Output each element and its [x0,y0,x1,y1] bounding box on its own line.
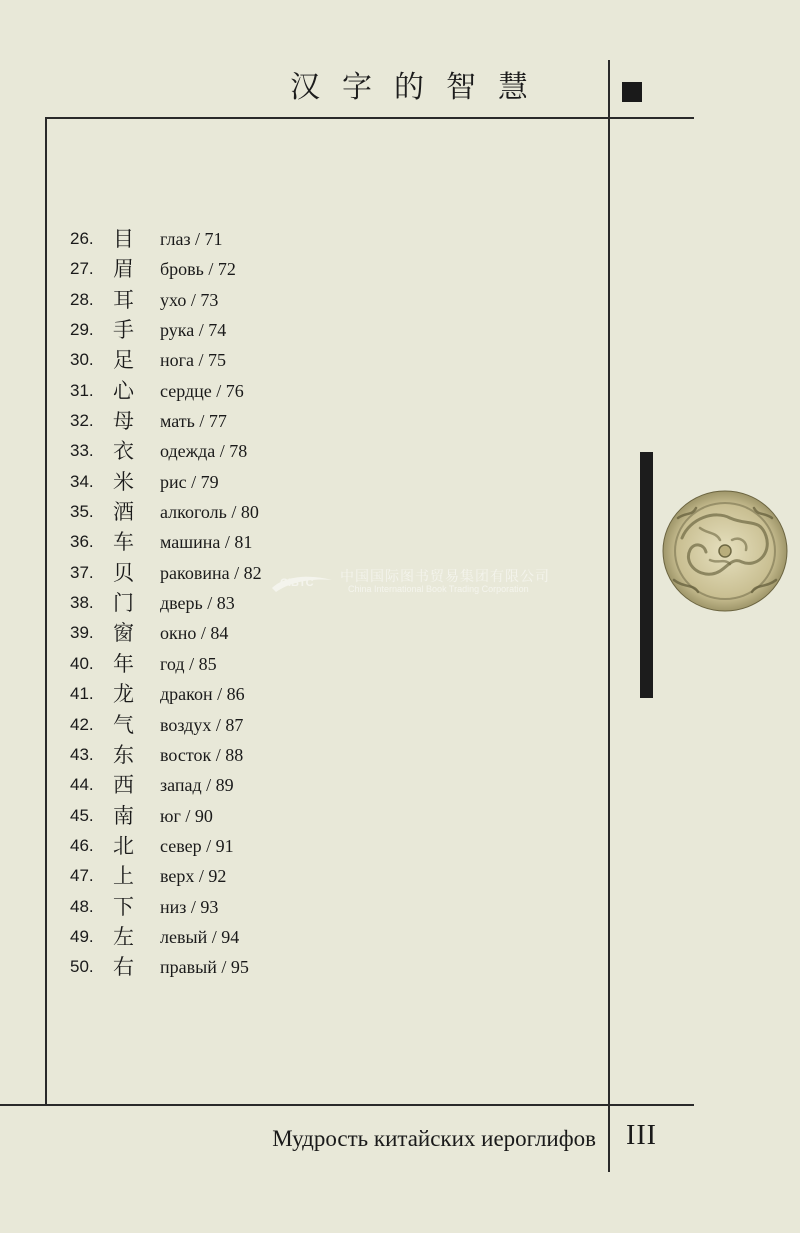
toc-entry-number: 41. [70,684,94,704]
toc-entry [70,770,590,800]
book-title-footer: Мудрость китайских иероглифов [272,1126,596,1151]
toc-entry-number: 31. [70,380,94,400]
toc-entry-character: 耳 [113,287,134,312]
black-square-icon [622,82,642,102]
header-rule [46,117,694,119]
toc-entry [70,315,590,345]
toc-entry-word: дверь / 83 [160,593,235,614]
toc-entry-character: 龙 [113,682,134,707]
toc-entry [70,892,590,922]
toc-entry [70,618,590,648]
toc-entry-character: 酒 [113,500,134,525]
publisher-watermark [270,566,560,606]
toc-entry-word: одежда / 78 [160,441,248,462]
toc-entry-character: 母 [113,409,134,434]
toc-entry-character: 年 [113,651,134,676]
toc-entry [70,710,590,740]
toc-entry-character: 左 [113,924,134,949]
toc-entry-word: рука / 74 [160,320,227,341]
toc-entry [70,952,590,982]
toc-entry-word: алкоголь / 80 [160,502,259,523]
publisher-logo-icon [270,568,334,596]
toc-entry-number: 44. [70,775,94,795]
toc-entry-word: машина / 81 [160,532,253,553]
toc-entry-number: 26. [70,229,94,248]
toc-entry-number: 43. [70,744,94,764]
toc-entry-character: 南 [113,803,134,828]
toc-entry-number: 40. [70,653,94,673]
toc-entry-character: 门 [113,591,134,616]
toc-entry-number: 28. [70,289,94,309]
toc-entry-character: 心 [113,378,134,403]
toc-entry [70,224,590,254]
page-header-title: 汉字的智慧 [290,70,550,105]
toc-entry-character: 目 [113,227,134,251]
toc-entry [70,436,590,466]
toc-entry [70,467,590,497]
frame-left-rule [45,117,47,1105]
toc-entry-word: мать / 77 [160,411,227,432]
frame-right-rule [608,60,610,1172]
toc-entry-character: 右 [113,955,134,980]
toc-entry [70,376,590,406]
toc-entry-character: 北 [113,833,134,858]
toc-entry-word: север / 91 [160,835,234,856]
toc-entry-number: 49. [70,926,94,946]
toc-entry-character: 窗 [113,621,134,646]
toc-entry-number: 47. [70,866,94,886]
toc-entry-word: ухо / 73 [160,289,219,310]
toc-entry-number: 37. [70,562,94,582]
toc-entry [70,527,590,557]
toc-entry [70,861,590,891]
toc-entry-word: глаз / 71 [160,229,223,249]
toc-entry-number: 35. [70,502,94,522]
toc-entry-number: 38. [70,593,94,613]
watermark-english-name: China International Book Trading Corporation [348,584,529,594]
toc-entry [70,254,590,284]
decorative-side-bar [640,452,653,698]
toc-entry-word: запад / 89 [160,775,234,796]
toc-entry-character: 西 [113,773,134,798]
toc-entry-word: правый / 95 [160,957,249,978]
toc-entry-word: сердце / 76 [160,380,244,401]
toc-entry-number: 29. [70,320,94,340]
toc-entry-character: 米 [113,469,134,494]
toc-entry [70,649,590,679]
toc-entry-number: 39. [70,623,94,643]
toc-entry [70,497,590,527]
toc-entry-word: рис / 79 [160,471,219,492]
toc-entry [70,345,590,375]
footer-rule [0,1104,694,1106]
toc-entry [70,679,590,709]
toc-entry-character: 衣 [113,439,134,464]
toc-entry-character: 手 [113,318,134,343]
toc-entry [70,406,590,436]
toc-entry [70,922,590,952]
toc-entry-number: 27. [70,259,94,279]
toc-entry-character: 车 [113,530,134,555]
toc-entry-word: юг / 90 [160,805,213,826]
toc-entry-character: 东 [113,742,134,767]
toc-entry-number: 46. [70,835,94,855]
toc-entry [70,285,590,315]
toc-entry-word: левый / 94 [160,926,240,947]
toc-entry-character: 下 [113,894,134,919]
toc-entry-character: 贝 [113,560,134,585]
toc-entry-character: 眉 [113,257,134,282]
toc-entry-word: низ / 93 [160,896,219,917]
toc-entry-word: верх / 92 [160,866,227,887]
toc-entry-word: восток / 88 [160,744,244,765]
toc-entry [70,740,590,770]
toc-entry-number: 45. [70,805,94,825]
toc-entry-word: год / 85 [160,653,217,674]
toc-entry-character: 上 [113,864,134,889]
toc-entry-word: окно / 84 [160,623,229,644]
toc-entry-number: 48. [70,896,94,916]
toc-entry-character: 气 [113,712,134,737]
toc-entry-number: 33. [70,441,94,461]
toc-entry-number: 34. [70,471,94,491]
toc-entry-word: бровь / 72 [160,259,236,280]
page-number: III [626,1120,657,1151]
toc-entry [70,831,590,861]
watermark-chinese-name: 中国国际图书贸易集团有限公司 [340,569,550,585]
toc-entry-number: 36. [70,532,94,552]
toc-entry-number: 42. [70,714,94,734]
toc-entry-number: 30. [70,350,94,370]
publisher-logo-text: CIBTC [280,577,314,589]
toc-entry-number: 50. [70,957,94,977]
toc-entry [70,801,590,831]
jade-disc-icon [660,488,790,614]
toc-entry-word: воздух / 87 [160,714,244,735]
toc-entry-word: раковина / 82 [160,562,262,583]
toc-entry-word: нога / 75 [160,350,227,371]
toc-entry-character: 足 [113,348,134,373]
toc-entry-word: дракон / 86 [160,684,245,705]
toc-entry-number: 32. [70,411,94,431]
